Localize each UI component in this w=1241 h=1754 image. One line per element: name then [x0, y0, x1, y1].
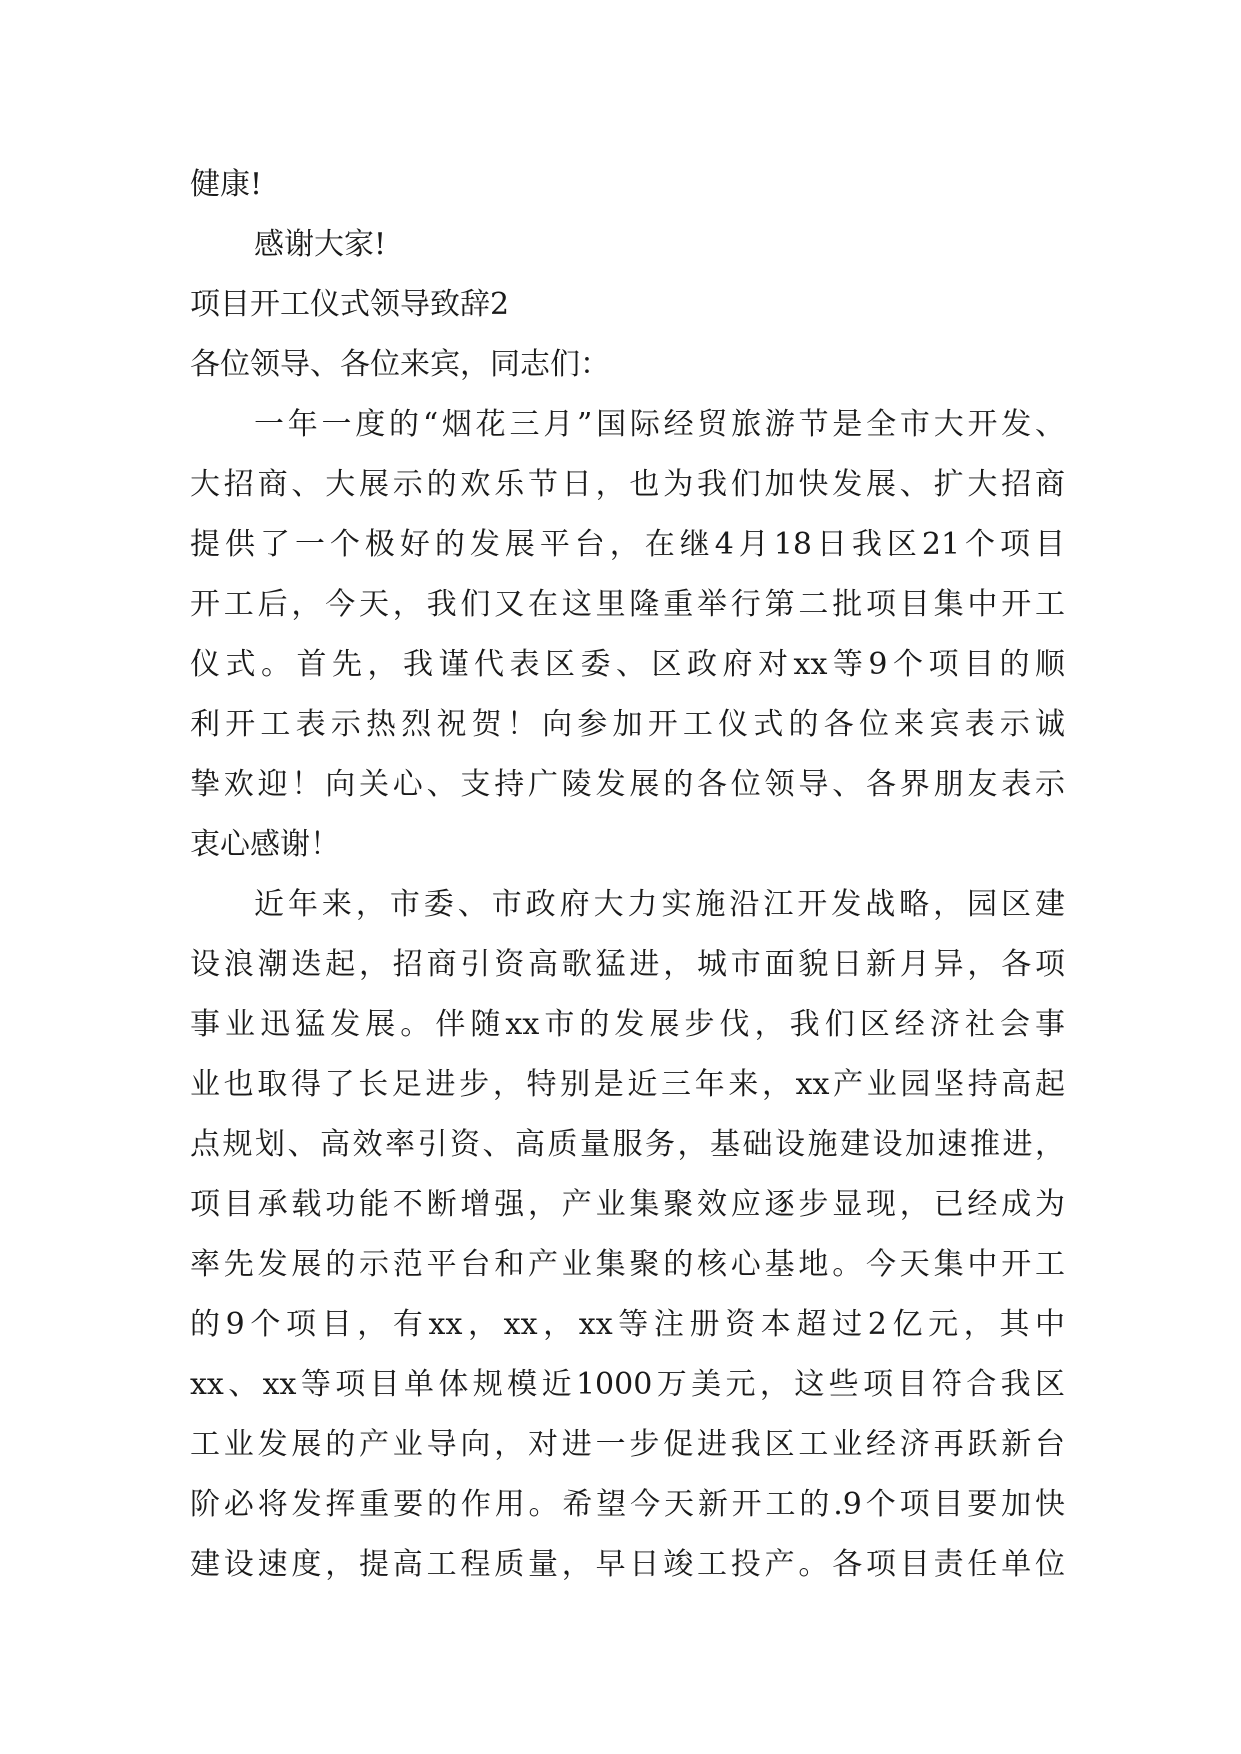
body-text: [190, 155, 1065, 1595]
text-line: 点规划、高效率引资、高质量服务，基础设施建设加速推进，: [190, 1127, 1065, 1162]
text-line: 近年来，市委、市政府大力实施沿江开发战略，园区建: [254, 887, 1065, 922]
text-line: 健康!: [190, 167, 263, 202]
text-line: 阶必将发挥重要的作用。希望今天新开工的.9个项目要加快: [190, 1487, 1065, 1522]
text-line: 的9个项目，有xx，xx，xx等注册资本超过2亿元，其中: [190, 1307, 1065, 1342]
text-line: 感谢大家!: [254, 227, 387, 262]
text-line: 事业迅猛发展。伴随xx市的发展步伐，我们区经济社会事: [190, 1007, 1065, 1042]
text-line: 建设速度，提高工程质量，早日竣工投产。各项目责任单位: [190, 1547, 1065, 1582]
text-line: 项目承载功能不断增强，产业集聚效应逐步显现，已经成为: [190, 1187, 1065, 1222]
text-line: 一年一度的“烟花三月”国际经贸旅游节是全市大开发、: [254, 407, 1065, 442]
text-line: 业也取得了长足进步，特别是近三年来，xx产业园坚持高起: [190, 1067, 1065, 1102]
text-line: 挚欢迎！向关心、支持广陵发展的各位领导、各界朋友表示: [190, 767, 1065, 802]
text-line: 设浪潮迭起，招商引资高歌猛进，城市面貌日新月异，各项: [190, 947, 1065, 982]
text-line: 开工后，今天，我们又在这里隆重举行第二批项目集中开工: [190, 587, 1065, 622]
text-line: 提供了一个极好的发展平台，在继4月18日我区21个项目: [190, 527, 1065, 562]
section-title: 项目开工仪式领导致辞2: [190, 287, 510, 322]
text-line: 大招商、大展示的欢乐节日，也为我们加快发展、扩大招商: [190, 467, 1065, 502]
text-line: 工业发展的产业导向，对进一步促进我区工业经济再跃新台: [190, 1427, 1065, 1462]
text-line: 利开工表示热烈祝贺！向参加开工仪式的各位来宾表示诚: [190, 707, 1065, 742]
text-line: 仪式。首先，我谨代表区委、区政府对xx等9个项目的顺: [190, 647, 1065, 682]
text-line: 各位领导、各位来宾，同志们：: [190, 347, 610, 382]
text-line: xx、xx等项目单体规模近1000万美元，这些项目符合我区: [190, 1367, 1065, 1402]
text-line: 率先发展的示范平台和产业集聚的核心基地。今天集中开工: [190, 1247, 1065, 1282]
text-line: 衷心感谢！: [190, 827, 340, 862]
